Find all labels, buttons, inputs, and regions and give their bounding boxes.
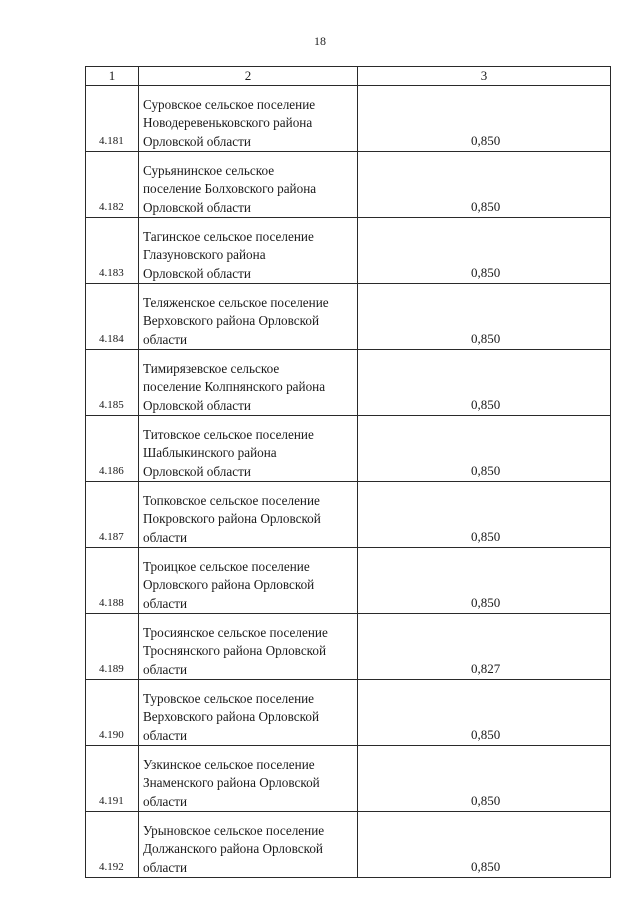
table-row bbox=[86, 812, 611, 878]
row-number: 4.186 bbox=[86, 416, 139, 482]
settlement-name: Урыновское сельское поселение Должанского района Орловской области bbox=[139, 812, 358, 878]
row-number: 4.189 bbox=[86, 614, 139, 680]
coefficient-value: 0,850 bbox=[358, 680, 611, 746]
row-number: 4.192 bbox=[86, 812, 139, 878]
settlement-name: Сурьянинское сельское поселение Болховского района Орловской области bbox=[139, 152, 358, 218]
coefficient-value: 0,850 bbox=[358, 350, 611, 416]
settlement-name: Туровское сельское поселение Верховского района Орловской области bbox=[139, 680, 358, 746]
header-col-2: 2 bbox=[139, 67, 358, 86]
row-number: 4.185 bbox=[86, 350, 139, 416]
table-row bbox=[86, 218, 611, 284]
table-row bbox=[86, 548, 611, 614]
header-col-1: 1 bbox=[86, 67, 139, 86]
table-body bbox=[86, 67, 611, 878]
table-row bbox=[86, 416, 611, 482]
coefficient-value: 0,850 bbox=[358, 416, 611, 482]
settlement-name: Теляженское сельское поселение Верховского района Орловской области bbox=[139, 284, 358, 350]
table-row bbox=[86, 482, 611, 548]
coefficient-table bbox=[85, 66, 611, 878]
settlement-name: Тимирязевское сельское поселение Колпнянского района Орловской области bbox=[139, 350, 358, 416]
settlement-name: Титовское сельское поселение Шаблыкинского района Орловской области bbox=[139, 416, 358, 482]
row-number: 4.184 bbox=[86, 284, 139, 350]
row-number: 4.183 bbox=[86, 218, 139, 284]
row-number: 4.182 bbox=[86, 152, 139, 218]
table-row bbox=[86, 614, 611, 680]
row-number: 4.181 bbox=[86, 86, 139, 152]
page-number: 18 bbox=[314, 34, 326, 48]
coefficient-value: 0,850 bbox=[358, 548, 611, 614]
header-row bbox=[86, 67, 611, 86]
table-row bbox=[86, 746, 611, 812]
coefficient-value: 0,850 bbox=[358, 218, 611, 284]
table-row bbox=[86, 86, 611, 152]
coefficient-value: 0,850 bbox=[358, 86, 611, 152]
settlement-name: Топковское сельское поселение Покровского района Орловской области bbox=[139, 482, 358, 548]
coefficient-value: 0,850 bbox=[358, 482, 611, 548]
table-row bbox=[86, 152, 611, 218]
coefficient-value: 0,850 bbox=[358, 152, 611, 218]
table-row bbox=[86, 350, 611, 416]
row-number: 4.190 bbox=[86, 680, 139, 746]
settlement-name: Троицкое сельское поселение Орловского района Орловской области bbox=[139, 548, 358, 614]
coefficient-value: 0,850 bbox=[358, 284, 611, 350]
coefficient-value: 0,827 bbox=[358, 614, 611, 680]
header-col-3: 3 bbox=[358, 67, 611, 86]
coefficient-value: 0,850 bbox=[358, 812, 611, 878]
settlement-name: Суровское сельское поселение Новодеревеньковского района Орловской области bbox=[139, 86, 358, 152]
settlement-name: Узкинское сельское поселение Знаменского района Орловской области bbox=[139, 746, 358, 812]
settlement-name: Тросиянское сельское поселение Троснянского района Орловской области bbox=[139, 614, 358, 680]
coefficient-value: 0,850 bbox=[358, 746, 611, 812]
row-number: 4.191 bbox=[86, 746, 139, 812]
settlement-name: Тагинское сельское поселение Глазуновского района Орловской области bbox=[139, 218, 358, 284]
table-row bbox=[86, 284, 611, 350]
row-number: 4.188 bbox=[86, 548, 139, 614]
table-row bbox=[86, 680, 611, 746]
row-number: 4.187 bbox=[86, 482, 139, 548]
